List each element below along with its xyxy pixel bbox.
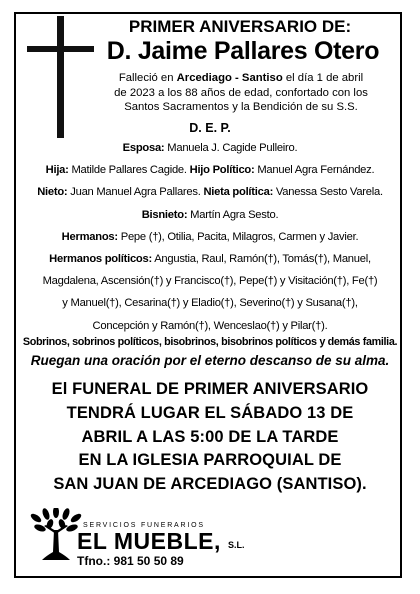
family-list <box>24 137 396 337</box>
son-in-law-label: Hijo Político: <box>189 164 255 177</box>
grandson-label: Nieto: <box>37 186 68 199</box>
daughter-label: Hija: <box>45 164 69 177</box>
funeral-line-4: EN LA IGLESIA PARROQUIAL DE <box>78 451 342 470</box>
funeral-line-2: TENDRÁ LUGAR EL SÁBADO 13 DE <box>66 403 354 422</box>
company-tagline: SERVICIOS FUNERARIOS <box>83 522 205 529</box>
grandchildren-line <box>24 181 396 203</box>
siblings-in-law-names-1: Angustia, Raul, Ramón(†), Tomás(†), Manuel, <box>151 253 371 266</box>
spouse-label: Esposa: <box>122 142 165 154</box>
death-place: Arcediago - Santiso <box>176 72 283 84</box>
intro-line-2: de 2023 a los 88 años de edad, confortado con los <box>114 86 368 99</box>
deceased-name: D. Jaime Pallares Otero <box>106 37 380 65</box>
funeral-line-3: ABRIL A LAS 5:00 DE LA TARDE <box>81 427 339 446</box>
daughter-name: Matilde Pallares Cagide. <box>68 164 190 177</box>
siblings-in-law-line-2: Magdalena, Ascensión(†) y Francisco(†), Pepe(†) y Visitación(†), Fe(†) <box>42 275 378 288</box>
siblings-names: Pepe (†), Otilia, Pacita, Milagros, Carmen y Javier. <box>117 230 359 243</box>
anniversary-heading: PRIMER ANIVERSARIO DE: <box>128 17 352 36</box>
funeral-line-1: El FUNERAL DE PRIMER ANIVERSARIO <box>51 380 369 398</box>
grandson-name: Juan Manuel Agra Pallares. <box>67 186 204 199</box>
funeral-line-5: SAN JUAN DE ARCEDIAGO (SANTISO). <box>53 475 367 494</box>
great-grandson-label: Bisnieto: <box>141 208 188 221</box>
prayer-request: Ruegan una oración por el eterno descanso de su alma. <box>30 353 390 368</box>
great-grandson-name: Martín Agra Sesto. <box>187 208 279 221</box>
intro-text-1: Falleció en <box>118 72 177 84</box>
intro-text-2: el día 1 de abril <box>282 72 364 84</box>
siblings-in-law-label: Hermanos políticos: <box>49 253 152 266</box>
company-phone: Tfno.: 981 50 50 89 <box>77 554 184 568</box>
spouse-name: Manuela J. Cagide Pulleiro. <box>164 142 298 154</box>
company-suffix: S.L. <box>228 540 245 550</box>
children-line <box>24 159 396 181</box>
death-announcement <box>96 71 386 115</box>
son-in-law-name: Manuel Agra Fernández. <box>254 164 375 177</box>
funeral-announcement <box>0 378 420 497</box>
rip-text: D. E. P. <box>189 121 231 135</box>
siblings-label: Hermanos: <box>61 230 118 243</box>
siblings-line <box>24 226 396 248</box>
siblings-in-law-line-1 <box>24 248 396 270</box>
intro-line-3: Santos Sacramentos y la Bendición de su S.S. <box>124 101 358 114</box>
company-name: EL MUEBLE, <box>77 528 221 554</box>
siblings-in-law-line-4: Concepción y Ramón(†), Wenceslao(†) y Pilar(†). <box>92 319 328 332</box>
siblings-in-law-line-3: y Manuel(†), Cesarina(†) y Eladio(†), Severino(†) y Susana(†), <box>62 297 358 310</box>
granddaughter-in-law-name: Vanessa Sesto Varela. <box>273 186 383 199</box>
granddaughter-in-law-label: Nieta política: <box>203 186 274 199</box>
great-grandchild-line <box>24 204 396 226</box>
other-relatives: Sobrinos, sobrinos políticos, bisobrinos, bisobrinos políticos y demás familia. <box>22 336 398 348</box>
spouse-line <box>24 137 396 159</box>
